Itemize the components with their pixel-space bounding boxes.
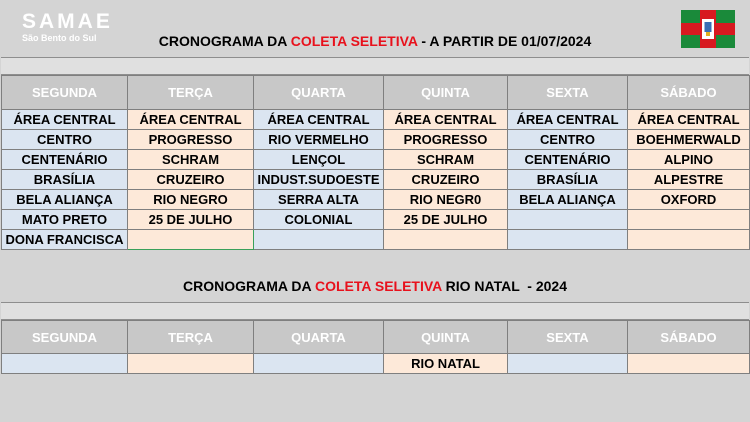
rio-natal-title	[0, 278, 750, 294]
table-cell: PROGRESSO	[384, 130, 508, 150]
table-cell: 25 DE JULHO	[128, 210, 254, 230]
table-row	[2, 170, 750, 190]
table-cell: PROGRESSO	[128, 130, 254, 150]
table-cell: ÁREA CENTRAL	[384, 110, 508, 130]
table-cell	[628, 230, 750, 250]
day-header-thursday: QUINTA	[384, 76, 508, 110]
day-header-wednesday: QUARTA	[254, 76, 384, 110]
table-cell: LENÇOL	[254, 150, 384, 170]
table-cell: ÁREA CENTRAL	[2, 110, 128, 130]
header-row	[2, 76, 750, 110]
table-cell: MATO PRETO	[2, 210, 128, 230]
table-cell: RIO NEGR0	[384, 190, 508, 210]
table-cell: SCHRAM	[128, 150, 254, 170]
table-cell: BOEHMERWALD	[628, 130, 750, 150]
table-cell	[508, 354, 628, 374]
table-cell: BRASÍLIA	[508, 170, 628, 190]
day-header-friday: SEXTA	[508, 321, 628, 354]
table-row	[2, 354, 750, 374]
title-prefix: CRONOGRAMA DA	[158, 33, 291, 49]
table-cell	[254, 230, 384, 250]
day-header-monday: SEGUNDA	[2, 321, 128, 354]
bottom-area	[1, 375, 749, 421]
day-header-tuesday: TERÇA	[128, 321, 254, 354]
table-cell	[128, 230, 254, 250]
logo-subtitle: São Bento do Sul	[22, 33, 97, 43]
table-cell: BELA ALIANÇA	[508, 190, 628, 210]
schedule-title	[0, 33, 750, 49]
day-header-saturday: SÁBADO	[628, 321, 750, 354]
header-row	[2, 321, 750, 354]
table-cell: OXFORD	[628, 190, 750, 210]
table-cell: SCHRAM	[384, 150, 508, 170]
table-cell: BELA ALIANÇA	[2, 190, 128, 210]
title-suffix: RIO NATAL - 2024	[441, 278, 567, 294]
title-highlight: COLETA SELETIVA	[314, 278, 442, 294]
divider-stripe	[1, 57, 749, 75]
table-cell	[384, 230, 508, 250]
table-row	[2, 210, 750, 230]
rio-natal-table	[1, 320, 750, 374]
table-cell: DONA FRANCISCA	[2, 230, 128, 250]
table-cell: 25 DE JULHO	[384, 210, 508, 230]
day-header-friday: SEXTA	[508, 76, 628, 110]
title-suffix: - A PARTIR DE 01/07/2024	[417, 33, 592, 49]
table-cell: ALPESTRE	[628, 170, 750, 190]
table-cell: CENTRO	[508, 130, 628, 150]
table-row	[2, 190, 750, 210]
table-cell	[254, 354, 384, 374]
table-cell: ALPINO	[628, 150, 750, 170]
table-row	[2, 110, 750, 130]
table-cell: INDUST.SUDOESTE	[254, 170, 384, 190]
table-cell	[628, 210, 750, 230]
city-flag-icon	[681, 10, 735, 48]
table-cell: CENTENÁRIO	[508, 150, 628, 170]
table-cell: CENTENÁRIO	[2, 150, 128, 170]
day-header-monday: SEGUNDA	[2, 76, 128, 110]
table-row	[2, 230, 750, 250]
table-cell	[2, 354, 128, 374]
table-cell: RIO NATAL	[384, 354, 508, 374]
table-cell: ÁREA CENTRAL	[628, 110, 750, 130]
divider-stripe	[1, 302, 749, 320]
table-cell: COLONIAL	[254, 210, 384, 230]
day-header-saturday: SÁBADO	[628, 76, 750, 110]
schedule-table	[1, 75, 750, 250]
table-row	[2, 150, 750, 170]
table-cell	[508, 210, 628, 230]
table-cell: ÁREA CENTRAL	[128, 110, 254, 130]
table-cell: ÁREA CENTRAL	[508, 110, 628, 130]
table-row	[2, 130, 750, 150]
table-cell	[128, 354, 254, 374]
table-cell: RIO VERMELHO	[254, 130, 384, 150]
day-header-wednesday: QUARTA	[254, 321, 384, 354]
table-cell: SERRA ALTA	[254, 190, 384, 210]
logo-name: SAMAE	[22, 10, 113, 33]
title-highlight: COLETA SELETIVA	[290, 33, 418, 49]
table-cell: CRUZEIRO	[384, 170, 508, 190]
table-cell	[508, 230, 628, 250]
table-cell	[628, 354, 750, 374]
table-cell: RIO NEGRO	[128, 190, 254, 210]
day-header-thursday: QUINTA	[384, 321, 508, 354]
table-cell: CENTRO	[2, 130, 128, 150]
table-cell: ÁREA CENTRAL	[254, 110, 384, 130]
day-header-tuesday: TERÇA	[128, 76, 254, 110]
table-cell: CRUZEIRO	[128, 170, 254, 190]
table-cell: BRASÍLIA	[2, 170, 128, 190]
title-prefix: CRONOGRAMA DA	[183, 278, 315, 294]
